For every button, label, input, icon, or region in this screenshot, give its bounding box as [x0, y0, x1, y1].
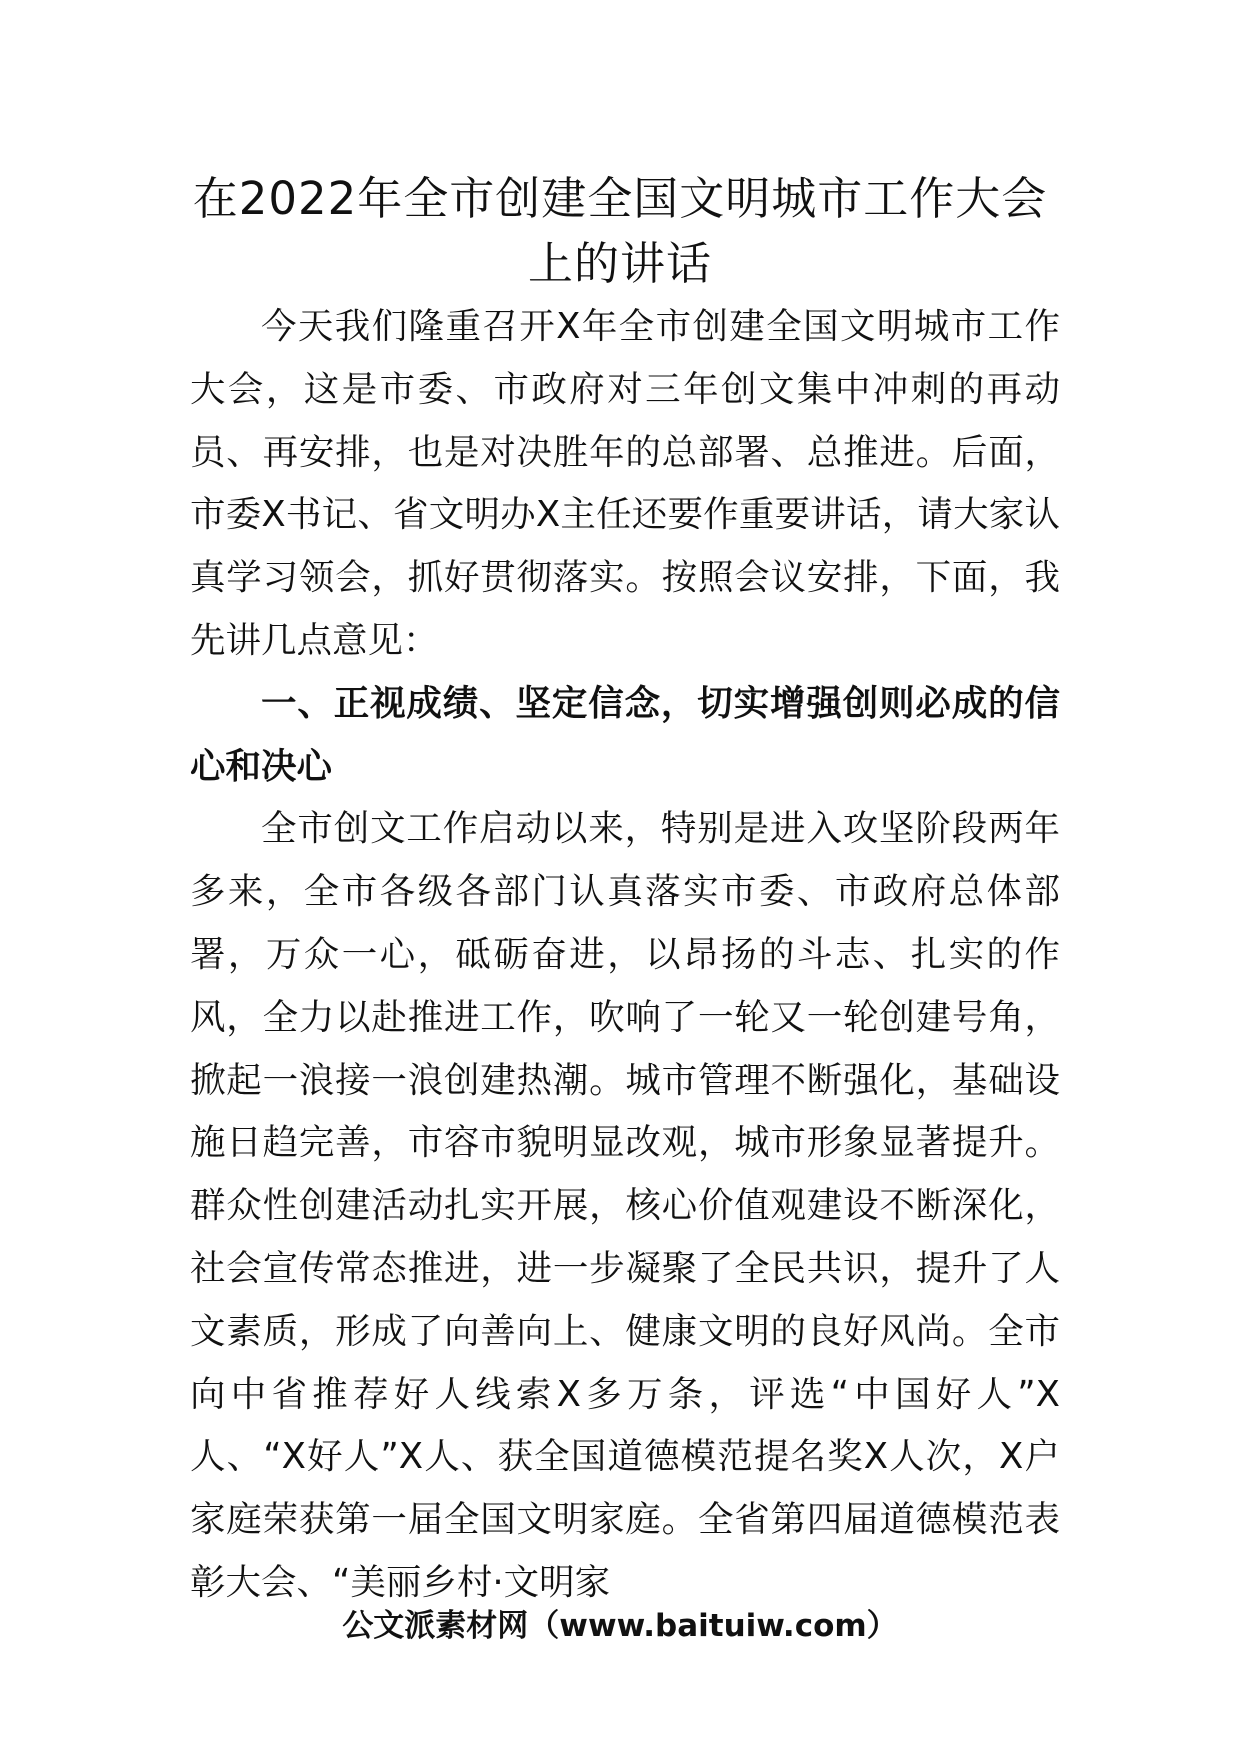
- footer-watermark-text: 公文派素材网（www.baituiw.com）: [342, 1608, 898, 1644]
- document-title-line-2: 上的讲话: [527, 237, 712, 290]
- paragraph-intro: 今天我们隆重召开X年全市创建全国文明城市工作大会，这是市委、市政府对三年创文集中冲刺的再动员、再安排，也是对决胜年的总部署、总推进。后面，市委X书记、省文明办X主任还要作重要讲话，请大家认真学习领会，抓好贯彻落实。按照会议安排，下面，我先讲几点意见：: [190, 306, 1060, 661]
- document-body: [190, 296, 1060, 1615]
- section-heading-1: 一、正视成绩、坚定信念，切实增强创则必成的信心和决心: [190, 682, 1060, 787]
- paragraph-achievements: 全市创文工作启动以来，特别是进入攻坚阶段两年多来，全市各级各部门认真落实市委、市政府总体部署，万众一心，砥砺奋进，以昂扬的斗志、扎实的作风，全力以赴推进工作，吹响了一轮又一轮创建号角，掀起一浪接一浪创建热潮。城市管理不断强化，基础设施日趋完善，市容市貌明显改观，城市形象显著提升。群众性创建活动扎实开展，核心价值观建设不断深化，社会宣传常态推进，进一步凝聚了全民共识，提升了人文素质，形成了向善向上、健康文明的良好风尚。全市向中省推荐好人线索X多万条，评选“中国好人”X人、“X好人”X人、获全国道德模范提名奖X人次，X户家庭荣获第一届全国文明家庭。全省第四届道德模范表彰大会、“美丽乡村·文明家: [190, 808, 1060, 1603]
- document-title-line-1: 在2022年全市创建全国文明城市工作大会: [192, 172, 1048, 225]
